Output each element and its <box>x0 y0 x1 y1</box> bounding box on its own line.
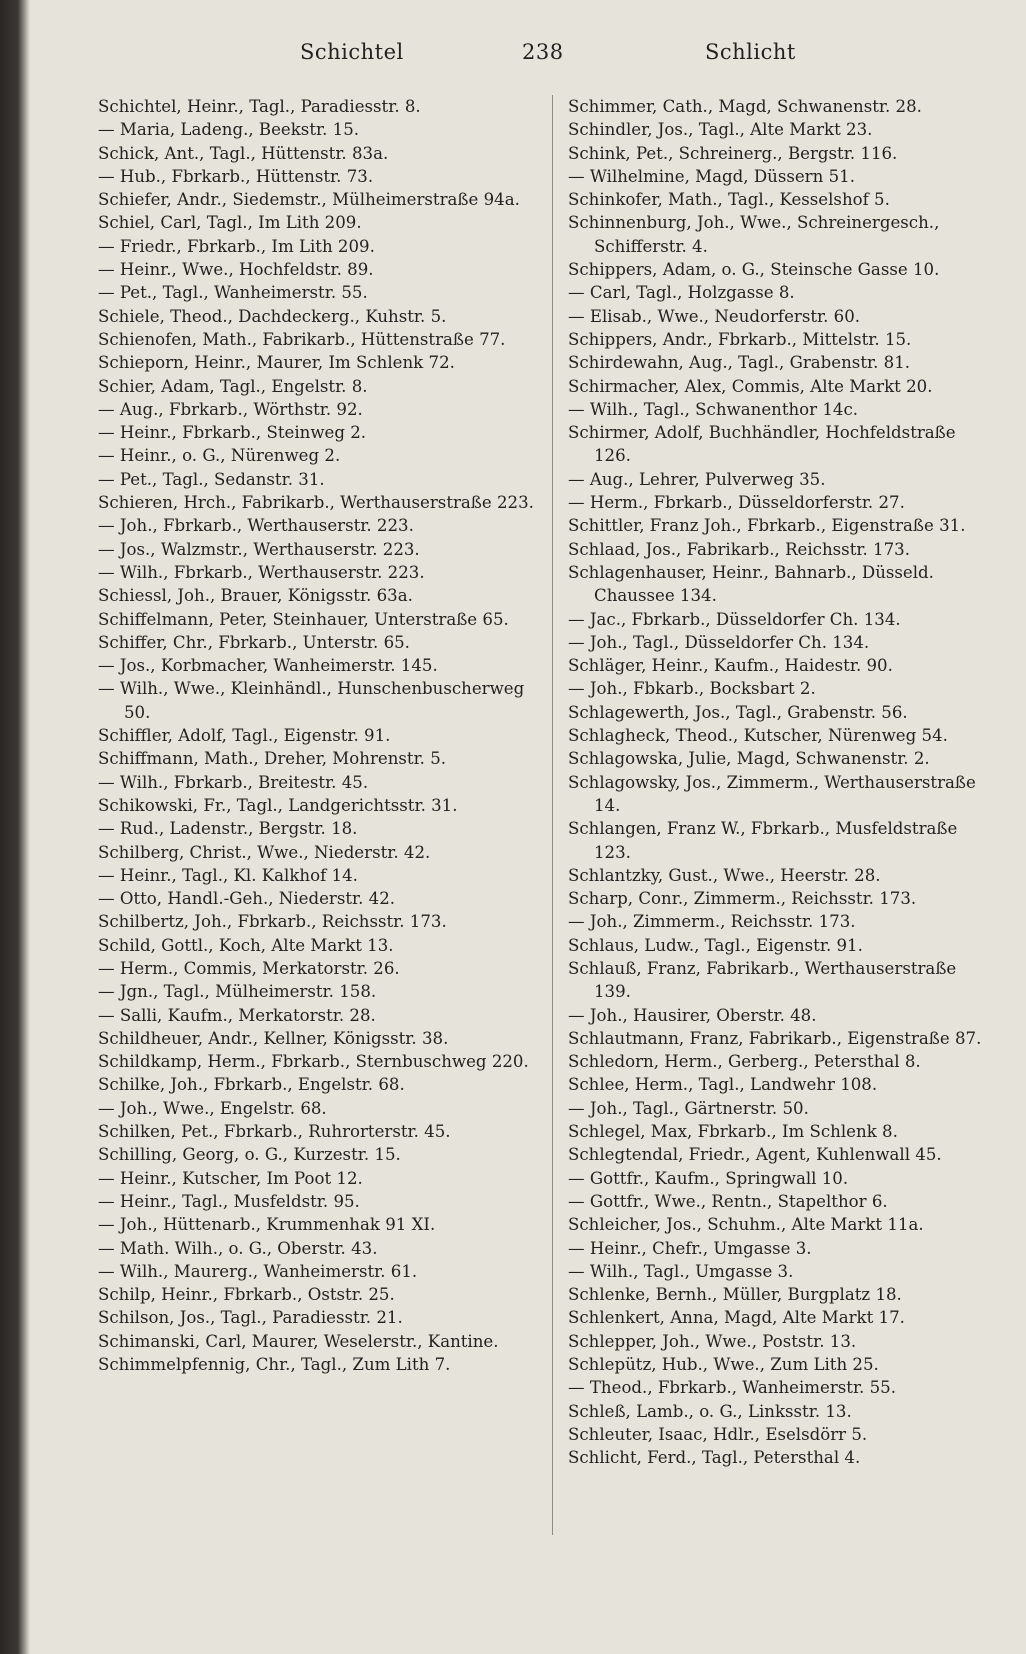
directory-entry: Schlautmann, Franz, Fabrikarb., Eigenstraße 87. <box>568 1028 982 1048</box>
directory-entry: — Gottfr., Kaufm., Springwall 10. <box>568 1168 849 1188</box>
directory-entry: Schiffmann, Math., Dreher, Mohrenstr. 5. <box>98 749 447 769</box>
directory-entry: Schildkamp, Herm., Fbrkarb., Sternbuschweg 220. <box>98 1052 529 1072</box>
directory-entry: Schimmelpfennig, Chr., Tagl., Zum Lith 7. <box>98 1355 451 1375</box>
directory-entry: Schlagowska, Julie, Magd, Schwanenstr. 2. <box>568 749 930 769</box>
header-last-name: Schlicht <box>705 40 796 64</box>
directory-entry: Schlaad, Jos., Fabrikarb., Reichsstr. 173. <box>568 539 910 559</box>
directory-entry: Schlee, Herm., Tagl., Landwehr 108. <box>568 1075 878 1095</box>
directory-entry: Schiffler, Adolf, Tagl., Eigenstr. 91. <box>98 726 391 746</box>
directory-entry: Schirmacher, Alex, Commis, Alte Markt 20. <box>568 376 933 396</box>
directory-entry: — Joh., Hüttenarb., Krummenhak 91 XI. <box>98 1215 436 1235</box>
directory-entry: — Salli, Kaufm., Merkatorstr. 28. <box>98 1005 376 1025</box>
directory-entry: Schippers, Andr., Fbrkarb., Mittelstr. 15. <box>568 329 912 349</box>
page-number: 238 <box>522 40 564 64</box>
column-divider <box>552 95 553 1535</box>
directory-entry: Schlegtendal, Friedr., Agent, Kuhlenwall 45. <box>568 1145 942 1165</box>
directory-entry: Schimmer, Cath., Magd, Schwanenstr. 28. <box>568 97 922 116</box>
directory-entry: — Rud., Ladenstr., Bergstr. 18. <box>98 819 358 839</box>
directory-entry: — Friedr., Fbrkarb., Im Lith 209. <box>98 236 375 256</box>
directory-entry: — Wilh., Tagl., Umgasse 3. <box>568 1261 794 1281</box>
directory-entry: Schilp, Heinr., Fbrkarb., Oststr. 25. <box>98 1285 395 1305</box>
directory-entry: Schlagowsky, Jos., Zimmerm., Werthauserstraße 14. <box>568 772 976 815</box>
directory-entry: — Theod., Fbrkarb., Wanheimerstr. 55. <box>568 1378 897 1398</box>
directory-entry: Schirdewahn, Aug., Tagl., Grabenstr. 81. <box>568 353 911 373</box>
directory-entry: — Joh., Fbkarb., Bocksbart 2. <box>568 679 816 699</box>
directory-entry: Schlepütz, Hub., Wwe., Zum Lith 25. <box>568 1355 879 1375</box>
directory-entry: Schick, Ant., Tagl., Hüttenstr. 83a. <box>98 143 389 163</box>
directory-entry: Schimanski, Carl, Maurer, Weselerstr., Kantine. <box>98 1331 499 1351</box>
directory-entry: Schlepper, Joh., Wwe., Poststr. 13. <box>568 1331 857 1351</box>
directory-entry: — Herm., Commis, Merkatorstr. 26. <box>98 958 400 978</box>
directory-entry: Schinkofer, Math., Tagl., Kesselshof 5. <box>568 190 890 210</box>
directory-entry: Schledorn, Herm., Gerberg., Petersthal 8. <box>568 1052 921 1072</box>
directory-entry: Schlantzky, Gust., Wwe., Heerstr. 28. <box>568 865 881 885</box>
directory-entry: — Wilh., Tagl., Schwanenthor 14c. <box>568 399 859 419</box>
directory-entry: — Heinr., Fbrkarb., Steinweg 2. <box>98 423 367 443</box>
right-column <box>568 95 988 1470</box>
directory-entry: Schildheuer, Andr., Kellner, Königsstr. 38. <box>98 1028 449 1048</box>
directory-entry: — Joh., Wwe., Engelstr. 68. <box>98 1098 327 1118</box>
directory-entry: Schier, Adam, Tagl., Engelstr. 8. <box>98 376 368 396</box>
directory-entry: — Jos., Korbmacher, Wanheimerstr. 145. <box>98 656 438 676</box>
directory-entry: Schlagewerth, Jos., Tagl., Grabenstr. 56. <box>568 702 908 722</box>
directory-entry: Schippers, Adam, o. G., Steinsche Gasse 10. <box>568 260 940 280</box>
directory-entry: Schlauß, Franz, Fabrikarb., Werthauserstraße 139. <box>568 958 957 1002</box>
directory-entry: Schilson, Jos., Tagl., Paradiesstr. 21. <box>98 1308 403 1328</box>
directory-entry: — Jgn., Tagl., Mülheimerstr. 158. <box>98 982 377 1002</box>
directory-entry: — Heinr., Kutscher, Im Poot 12. <box>98 1168 363 1188</box>
directory-entry: — Joh., Tagl., Gärtnerstr. 50. <box>568 1098 809 1118</box>
directory-entry: — Heinr., Tagl., Kl. Kalkhof 14. <box>98 865 358 885</box>
directory-entry: — Heinr., o. G., Nürenweg 2. <box>98 446 341 466</box>
directory-entry: Schlagenhauser, Heinr., Bahnarb., Düsseld. Chaussee 134. <box>568 562 934 606</box>
directory-entry: Schilbertz, Joh., Fbrkarb., Reichsstr. 173. <box>98 912 447 932</box>
directory-entry: Schienofen, Math., Fabrikarb., Hüttenstraße 77. <box>98 329 506 349</box>
directory-entry: — Joh., Tagl., Düsseldorfer Ch. 134. <box>568 632 870 652</box>
directory-entry: Schiffelmann, Peter, Steinhauer, Unterstraße 65. <box>98 609 509 629</box>
directory-entry: Schleß, Lamb., o. G., Linksstr. 13. <box>568 1401 852 1421</box>
directory-entry: Schink, Pet., Schreinerg., Bergstr. 116. <box>568 143 898 163</box>
directory-entry: Schlaus, Ludw., Tagl., Eigenstr. 91. <box>568 935 863 955</box>
directory-entry: — Joh., Fbrkarb., Werthauserstr. 223. <box>98 516 414 536</box>
left-column <box>98 95 538 1376</box>
directory-entry: Schilberg, Christ., Wwe., Niederstr. 42. <box>98 842 431 862</box>
directory-entry: Schläger, Heinr., Kaufm., Haidestr. 90. <box>568 656 893 676</box>
directory-entry: — Aug., Fbrkarb., Wörthstr. 92. <box>98 399 363 419</box>
directory-entry: Schlenke, Bernh., Müller, Burgplatz 18. <box>568 1285 902 1305</box>
directory-entry: — Herm., Fbrkarb., Düsseldorferstr. 27. <box>568 493 905 513</box>
directory-entry: — Aug., Lehrer, Pulverweg 35. <box>568 469 826 489</box>
directory-entry: Schiefer, Andr., Siedemstr., Mülheimerstraße 94a. <box>98 190 520 210</box>
directory-entry: — Wilh., Fbrkarb., Breitestr. 45. <box>98 772 369 792</box>
directory-entry: Schleuter, Isaac, Hdlr., Eselsdörr 5. <box>568 1424 868 1444</box>
directory-entry: Schlenkert, Anna, Magd, Alte Markt 17. <box>568 1308 905 1328</box>
directory-entry: — Gottfr., Wwe., Rentn., Stapelthor 6. <box>568 1191 888 1211</box>
directory-entry: — Pet., Tagl., Sedanstr. 31. <box>98 469 325 489</box>
directory-entry: — Otto, Handl.-Geh., Niederstr. 42. <box>98 889 396 909</box>
directory-entry: — Wilhelmine, Magd, Düssern 51. <box>568 166 855 186</box>
header-first-name: Schichtel <box>300 40 404 64</box>
directory-entry: — Math. Wilh., o. G., Oberstr. 43. <box>98 1238 378 1258</box>
directory-entry: Schittler, Franz Joh., Fbrkarb., Eigenstraße 31. <box>568 516 966 536</box>
directory-entry: Schinnenburg, Joh., Wwe., Schreinergesch., Schifferstr. 4. <box>568 213 940 256</box>
directory-entry: Schiessl, Joh., Brauer, Königsstr. 63a. <box>98 586 413 606</box>
directory-entry: — Pet., Tagl., Wanheimerstr. 55. <box>98 283 368 303</box>
directory-entry: Schichtel, Heinr., Tagl., Paradiesstr. 8. <box>98 97 421 116</box>
directory-entry: — Joh., Hausirer, Oberstr. 48. <box>568 1005 817 1025</box>
directory-entry: Schindler, Jos., Tagl., Alte Markt 23. <box>568 120 873 140</box>
directory-entry: Schilling, Georg, o. G., Kurzestr. 15. <box>98 1145 401 1165</box>
directory-entry: — Maria, Ladeng., Beekstr. 15. <box>98 120 360 140</box>
directory-entry: — Heinr., Tagl., Musfeldstr. 95. <box>98 1191 360 1211</box>
directory-entry: Schlicht, Ferd., Tagl., Petersthal 4. <box>568 1448 861 1468</box>
running-header <box>0 40 1026 80</box>
directory-entry: Scharp, Conr., Zimmerm., Reichsstr. 173. <box>568 889 917 909</box>
directory-entry: — Heinr., Wwe., Hochfeldstr. 89. <box>98 260 374 280</box>
directory-entry: Schiele, Theod., Dachdeckerg., Kuhstr. 5. <box>98 306 447 326</box>
directory-entry: Schlangen, Franz W., Fbrkarb., Musfeldstraße 123. <box>568 819 958 862</box>
directory-entry: — Wilh., Wwe., Kleinhändl., Hunschenbuscherweg 50. <box>98 679 525 722</box>
directory-entry: Schild, Gottl., Koch, Alte Markt 13. <box>98 935 394 955</box>
directory-entry: — Jos., Walzmstr., Werthauserstr. 223. <box>98 539 420 559</box>
directory-entry: Schikowski, Fr., Tagl., Landgerichtsstr. 31. <box>98 795 458 815</box>
directory-entry: Schilken, Pet., Fbrkarb., Ruhrorterstr. 45. <box>98 1122 451 1142</box>
directory-entry: Schlegel, Max, Fbrkarb., Im Schlenk 8. <box>568 1122 898 1142</box>
directory-entry: — Carl, Tagl., Holzgasse 8. <box>568 283 795 303</box>
directory-entry: Schleicher, Jos., Schuhm., Alte Markt 11a. <box>568 1215 924 1235</box>
directory-entry: — Heinr., Chefr., Umgasse 3. <box>568 1238 812 1258</box>
directory-entry: Schiffer, Chr., Fbrkarb., Unterstr. 65. <box>98 632 410 652</box>
directory-entry: — Elisab., Wwe., Neudorferstr. 60. <box>568 306 861 326</box>
directory-entry: — Joh., Zimmerm., Reichsstr. 173. <box>568 912 856 932</box>
directory-entry: Schilke, Joh., Fbrkarb., Engelstr. 68. <box>98 1075 405 1095</box>
directory-entry: — Hub., Fbrkarb., Hüttenstr. 73. <box>98 166 374 186</box>
directory-entry: Schieren, Hrch., Fabrikarb., Werthauserstraße 223. <box>98 493 534 513</box>
directory-entry: Schlagheck, Theod., Kutscher, Nürenweg 54. <box>568 726 948 746</box>
directory-entry: Schiel, Carl, Tagl., Im Lith 209. <box>98 213 362 233</box>
directory-entry: Schieporn, Heinr., Maurer, Im Schlenk 72. <box>98 353 455 373</box>
directory-entry: Schirmer, Adolf, Buchhändler, Hochfeldstraße 126. <box>568 423 956 466</box>
directory-entry: — Wilh., Maurerg., Wanheimerstr. 61. <box>98 1261 418 1281</box>
directory-entry: — Wilh., Fbrkarb., Werthauserstr. 223. <box>98 562 425 582</box>
directory-entry: — Jac., Fbrkarb., Düsseldorfer Ch. 134. <box>568 609 901 629</box>
